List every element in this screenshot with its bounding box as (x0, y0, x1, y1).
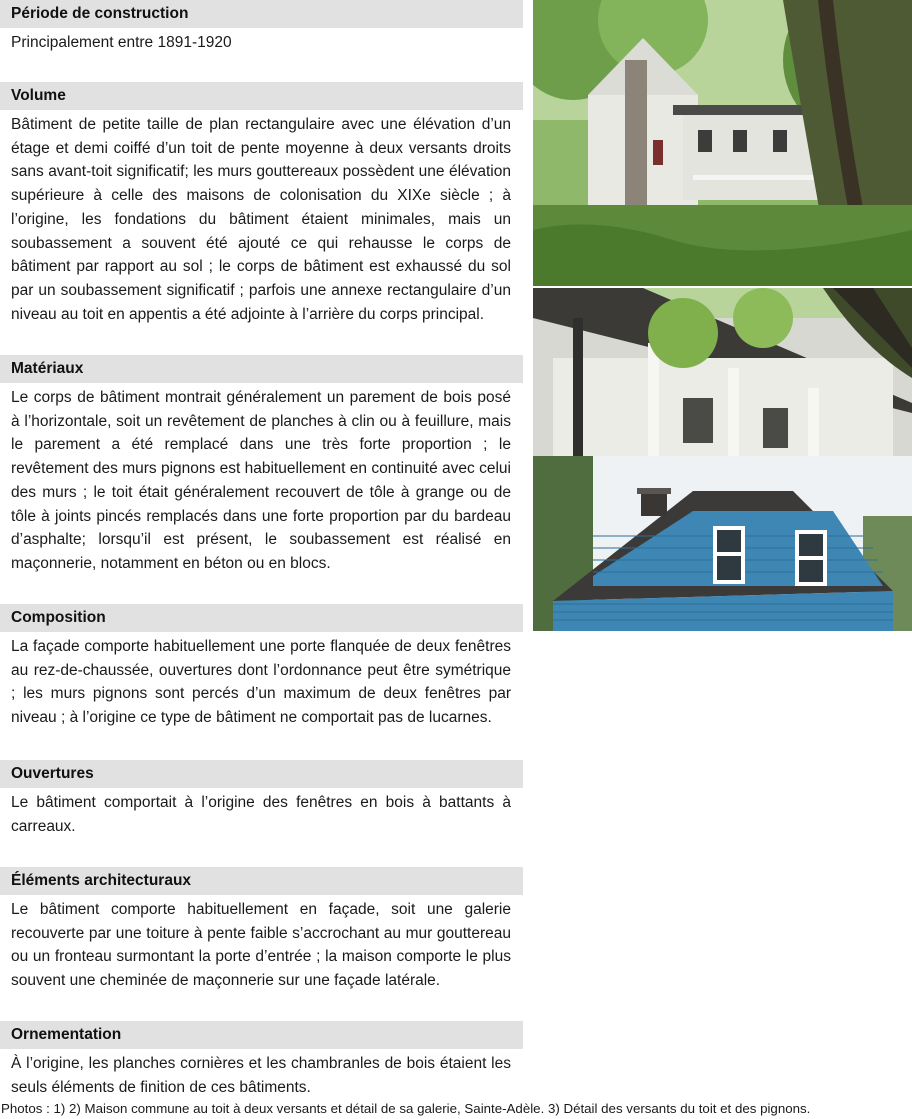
section-elements-architecturaux (0, 867, 523, 1021)
section-text: Bâtiment de petite taille de plan rectangulaire avec une élévation d’un étage et demi coiffé d’un toit de pente moyenne à deux versants droits sans avant-toit significatif; les murs gouttereaux possèdent une élévation supérieure à celle des maisons de colonisation du XIXe siècle ; à l’origine, les fondations du bâtiment étaient minimales, mais un soubassement a souvent été ajouté ce qui rehausse le corps de bâtiment par rapport au sol ; le corps de bâtiment est exhaussé du sol par un soubassement significatif ; parfois une annexe rectangulaire d’un niveau au toit en appentis a été adjointe à l’arrière du corps principal. (11, 116, 511, 323)
section-text: Le bâtiment comporte habituellement en façade, soit une galerie recouverte par une toiture à pente faible s’accrochant au mur gouttereau ou un fronteau surmontant la porte d’entrée ; la maison comporte le plus souvent une cheminée de maçonnerie sur une façade latérale. (11, 901, 511, 990)
section-title: Éléments architecturaux (0, 867, 523, 895)
section-text: Principalement entre 1891-1920 (11, 34, 232, 51)
photo-blue-gable (533, 456, 912, 631)
photo-house-gable-roof (533, 0, 912, 286)
section-title: Ornementation (0, 1021, 523, 1049)
section-materiaux (0, 355, 523, 604)
photo-veranda-detail (533, 288, 912, 456)
section-title: Volume (0, 82, 523, 110)
section-volume (0, 82, 523, 355)
photo-caption: Photos : 1) 2) Maison commune au toit à deux versants et détail de sa galerie, Sainte-Adèle. 3) Détail des versants du toit et des pignons. (1, 1101, 811, 1116)
section-title: Ouvertures (0, 760, 523, 788)
section-periode (0, 0, 523, 82)
section-ouvertures (0, 760, 523, 867)
section-title: Matériaux (0, 355, 523, 383)
section-text: À l’origine, les planches cornières et les chambranles de bois étaient les seuls éléments de finition de ces bâtiments. (11, 1055, 511, 1096)
section-composition (0, 604, 523, 760)
section-text: Le bâtiment comportait à l’origine des fenêtres en bois à battants à carreaux. (11, 794, 511, 835)
section-title: Composition (0, 604, 523, 632)
section-ornementation (0, 1021, 523, 1097)
section-title: Période de construction (0, 0, 523, 28)
section-text: Le corps de bâtiment montrait généralement un parement de bois posé à l’horizontale, soit un revêtement de planches à clin ou à feuillure, mais le parement a été remplacé dans une très forte proportion ; le revêtement des murs pignons est habituellement en continuité avec celui des murs ; le toit était généralement recouvert de tôle à grange ou de tôle à joints pincés remplacés dans une forte proportion par du bardeau d’asphalte; lorsqu’il est présent, le soubassement est réalisé en maçonnerie, notamment en béton ou en blocs. (11, 389, 511, 572)
section-text: La façade comporte habituellement une porte flanquée de deux fenêtres au rez-de-chaussée, ouvertures dont l’ordonnance peut être symétrique ; les murs pignons sont percés d’un maximum de deux fenêtres par niveau ; à l’origine ce type de bâtiment ne comportait pas de lucarnes. (11, 638, 511, 727)
